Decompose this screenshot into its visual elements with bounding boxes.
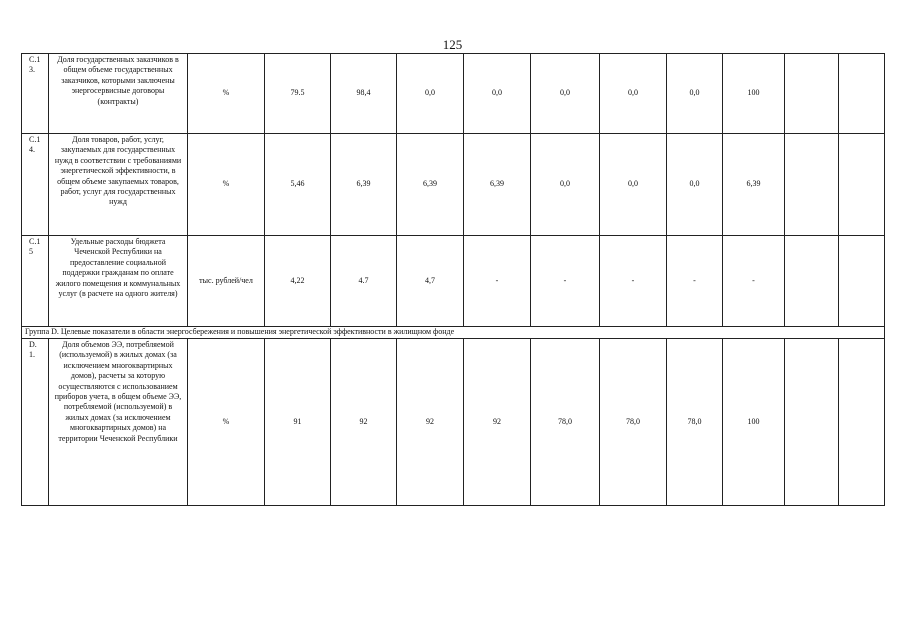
table-row <box>22 236 885 327</box>
row-value: 0,0 <box>667 54 723 134</box>
row-value: - <box>667 236 723 327</box>
table-row <box>22 134 885 236</box>
row-value: 98,4 <box>331 54 397 134</box>
row-unit: % <box>188 54 265 134</box>
row-unit: тыс. рублей/чел <box>188 236 265 327</box>
row-value <box>839 339 885 506</box>
row-value: 92 <box>331 339 397 506</box>
row-name: Удельные расходы бюджета Чеченской Республики на предоставление социальной поддержки гражданам по оплате жилого помещения и коммунальных услуг (в расчете на одного жителя) <box>49 236 188 327</box>
row-value: 0,0 <box>464 54 531 134</box>
row-name: Доля государственных заказчиков в общем объеме государственных заказчиков, которыми заключены энергосервисные договоры (контракты) <box>49 54 188 134</box>
row-value: 0,0 <box>397 54 464 134</box>
row-value: 78,0 <box>600 339 667 506</box>
row-value: 92 <box>397 339 464 506</box>
row-value: 0,0 <box>531 54 600 134</box>
row-value: 6,39 <box>397 134 464 236</box>
row-value <box>785 134 839 236</box>
row-code: С.1 4. <box>22 134 49 236</box>
row-value <box>785 339 839 506</box>
row-value: 4.7 <box>331 236 397 327</box>
row-value: 5,46 <box>265 134 331 236</box>
table-row <box>22 339 885 506</box>
row-value <box>785 54 839 134</box>
row-value: 6,39 <box>331 134 397 236</box>
group-d-title: Группа D. Целевые показатели в области энергосбережения и повышения энергетической эффективности в жилищном фонде <box>22 327 885 339</box>
row-unit: % <box>188 134 265 236</box>
row-unit: % <box>188 339 265 506</box>
table-row <box>22 54 885 134</box>
row-value: 79.5 <box>265 54 331 134</box>
page-number: 125 <box>442 37 463 52</box>
row-value: 91 <box>265 339 331 506</box>
row-value: 4,22 <box>265 236 331 327</box>
row-value: 78,0 <box>667 339 723 506</box>
row-value: 78,0 <box>531 339 600 506</box>
row-value <box>785 236 839 327</box>
row-value: - <box>531 236 600 327</box>
row-code: С.1 5 <box>22 236 49 327</box>
row-code: С.1 3. <box>22 54 49 134</box>
group-header-row <box>22 327 885 339</box>
row-name: Доля товаров, работ, услуг, закупаемых для государственных нужд в соответствии с требованиями энергетической эффективности, в общем объеме закупаемых товаров, работ, услуг для государственных нужд <box>49 134 188 236</box>
row-value: 0,0 <box>600 54 667 134</box>
row-value: 0,0 <box>531 134 600 236</box>
row-name: Доля объемов ЭЭ, потребляемой (используемой) в жилых домах (за исключением многоквартирных домов), расчеты за которую осуществляются с использованием приборов учета, в общем объеме ЭЭ, потребляемой (используемой) в жилых домах (за исключением многоквартирных домов) на территории Чеченской Республики <box>49 339 188 506</box>
row-value <box>839 236 885 327</box>
row-value: - <box>723 236 785 327</box>
row-value: 4,7 <box>397 236 464 327</box>
row-value <box>839 54 885 134</box>
row-code: D. 1. <box>22 339 49 506</box>
row-value: 100 <box>723 54 785 134</box>
row-value <box>839 134 885 236</box>
row-value: 92 <box>464 339 531 506</box>
row-value: 6,39 <box>723 134 785 236</box>
row-value: 0,0 <box>667 134 723 236</box>
row-value: 6,39 <box>464 134 531 236</box>
row-value: - <box>600 236 667 327</box>
row-value: 100 <box>723 339 785 506</box>
indicators-table <box>21 53 885 506</box>
row-value: 0,0 <box>600 134 667 236</box>
row-value: - <box>464 236 531 327</box>
